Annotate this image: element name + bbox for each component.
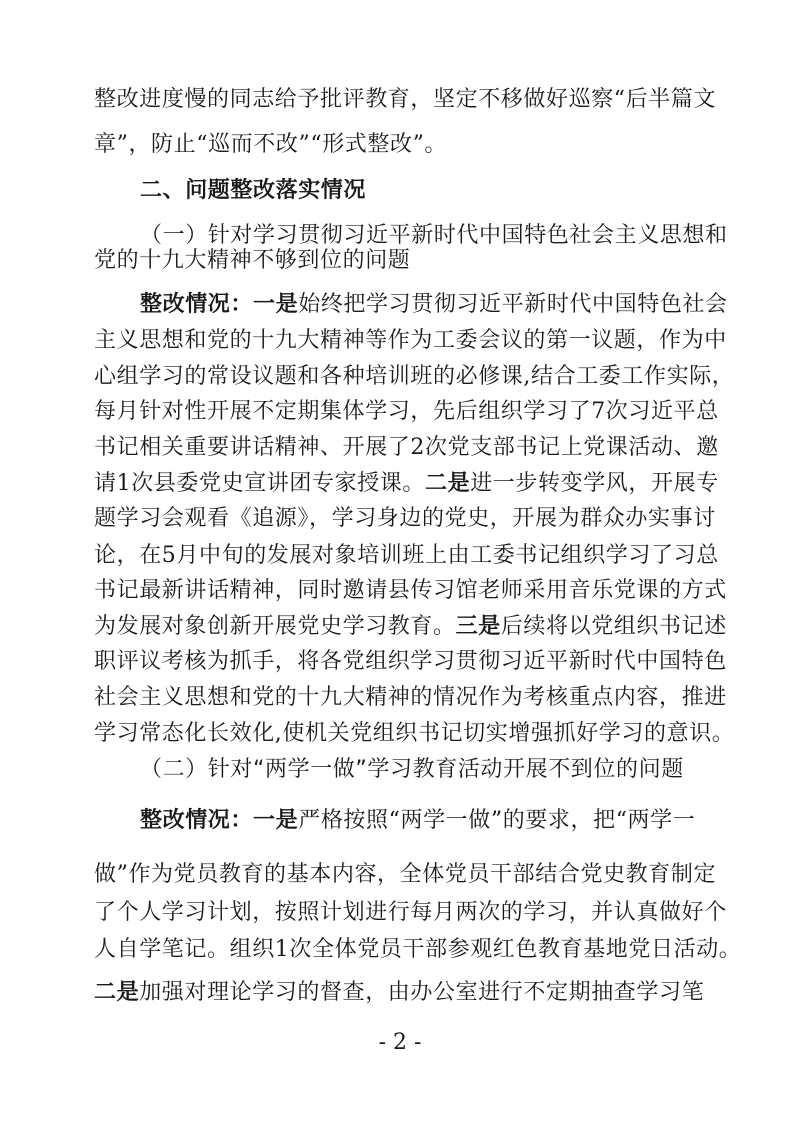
line-text: 每月针对性开展不定期集体学习，先后组织学习了7次习近平总 [94,399,719,424]
paragraph-line [94,978,706,1008]
paragraph-line [94,647,727,677]
line-text: 题学习会观看《追源》，学习身边的党史，开展为群众办实事讨 [94,506,716,531]
emphasis-first: 一是 [253,292,299,317]
line-text: 人自学笔记。组织1次全体党员干部参观红色教育基地党日活动。 [94,937,742,962]
subheading-text: （一）针对学习贯彻习近平新时代中国特色社会主义思想和 [140,223,728,248]
paragraph-line [94,683,727,713]
paragraph-line [94,898,727,928]
emphasis-second: 二是 [94,980,140,1005]
line-text: 了个人学习计划，按照计划进行每月两次的学习，并认真做好个 [94,900,727,925]
line-text: 章”，防止“巡而不改”“形式整改”。 [94,132,448,157]
line-text: 后续将以党组织书记述 [500,614,727,639]
paragraph-line [94,326,727,356]
subsection-heading-cont [94,246,706,276]
emphasis-first: 一是 [253,808,299,833]
line-text: 严格按照“两学一做”的要求，把“两学一 [298,808,696,833]
line-text: 整改进度慢的同志给予批评教育，坚定不移做好巡察“后半篇文 [94,87,717,112]
rectification-label: 整改情况： [140,292,254,317]
line-text: 职评议考核为抓手，将各党组织学习贯彻习近平新时代中国特色 [94,649,727,674]
paragraph-line [94,433,719,463]
line-text: 学习常态化长效化,使机关党组织书记切实增强抓好学习的意识。 [94,721,735,746]
line-text: 进一步转变学风，开展专 [470,471,719,496]
paragraph-line [94,541,719,571]
line-text: 请1次县委党史宣讲团专家授课。 [94,471,425,496]
paragraph-line [94,719,735,749]
paragraph-line [94,469,719,499]
subsection-heading [140,755,706,785]
paragraph-line [94,130,706,160]
paragraph-line [94,85,717,115]
line-text: 加强对理论学习的督查，由办公室进行不定期抽查学习笔 [139,980,705,1005]
paragraph-line [94,362,735,392]
emphasis-second: 二是 [425,471,471,496]
section-heading [140,176,706,206]
line-text: 论，在5月中旬的发展对象培训班上由工委书记组织学习了习总 [94,543,719,568]
heading-text: 二、问题整改落实情况 [140,178,367,203]
line-text: 主义思想和党的十九大精神等作为工委会议的第一议题，作为中 [94,328,727,353]
line-text: 为发展对象创新开展党史学习教育。 [94,614,456,639]
subheading-text: （二）针对“两学一做”学习教育活动开展不到位的问题 [140,757,684,782]
line-text: 心组学习的常设议题和各种培训班的必修课,结合工委工作实际， [94,364,735,389]
line-text: 书记相关重要讲话精神、开展了2次党支部书记上党课活动、邀 [94,435,719,460]
paragraph-line [94,612,727,642]
paragraph-line [140,806,706,836]
paragraph-line [94,576,727,606]
page-number: - 2 - [378,1030,422,1055]
paragraph-line [94,504,716,534]
paragraph-line [94,397,719,427]
subheading-text: 党的十九大精神不够到位的问题 [94,248,411,273]
paragraph-line [140,290,728,320]
line-text: 书记最新讲话精神，同时邀请县传习馆老师采用音乐党课的方式 [94,578,727,603]
paragraph-line [94,935,742,965]
line-text: 做”作为党员教育的基本内容，全体党员干部结合党史教育制定 [94,862,717,887]
line-text: 社会主义思想和党的十九大精神的情况作为考核重点内容，推进 [94,685,727,710]
paragraph-line [94,860,717,890]
rectification-label: 整改情况： [140,808,254,833]
line-text: 始终把学习贯彻习近平新时代中国特色社会 [298,292,728,317]
emphasis-third: 三是 [455,614,501,639]
